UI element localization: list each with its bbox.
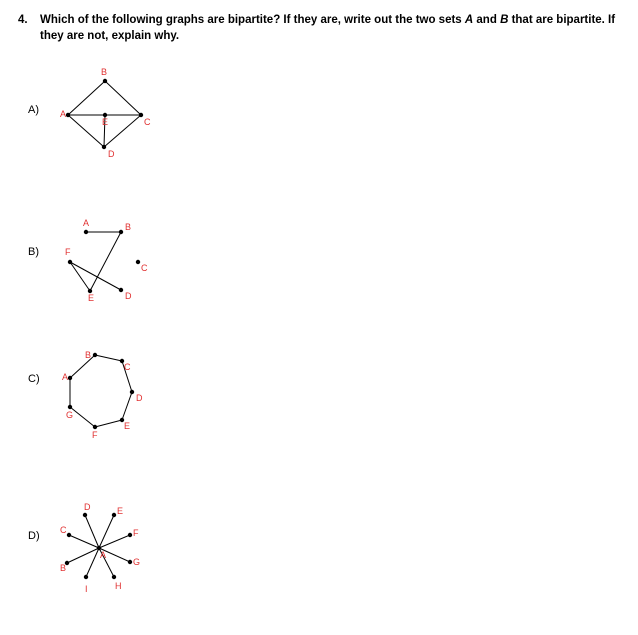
vertex-b-D: [119, 288, 123, 292]
edge-d-AB: [67, 548, 99, 563]
edge-c-AB: [70, 355, 95, 378]
part-label-a: A): [28, 104, 39, 116]
vertex-label-c-D: D: [136, 393, 143, 403]
vertex-c-F: [93, 425, 97, 429]
graph-d: [60, 502, 140, 594]
edge-b-BE: [90, 232, 121, 291]
vertex-label-b-D: D: [125, 291, 132, 301]
vertex-label-a-B: B: [101, 67, 108, 77]
vertex-label-c-G: G: [66, 410, 74, 420]
vertex-b-A: [84, 230, 88, 234]
vertex-d-F: [128, 533, 132, 537]
edge-a-CD: [104, 115, 141, 147]
graph-b: [65, 218, 148, 303]
vertex-label-a-C: C: [144, 117, 151, 127]
vertex-c-B: [93, 353, 97, 357]
vertex-label-d-H: H: [115, 581, 122, 591]
vertex-label-a-E: E: [102, 117, 109, 127]
question-part2: that are bipartite. If they are not, explain why.: [40, 14, 616, 42]
vertex-a-C: [139, 113, 143, 117]
edge-d-AI: [86, 548, 99, 577]
vertex-c-D: [130, 390, 134, 394]
vertex-d-G: [128, 560, 132, 564]
vertex-label-d-E: E: [117, 506, 124, 516]
vertex-label-c-A: A: [62, 372, 69, 382]
edge-c-EF: [95, 420, 122, 427]
edge-c-FG: [70, 407, 95, 427]
vertex-label-c-C: C: [124, 362, 131, 372]
question-and: and: [473, 14, 501, 26]
vertex-label-c-F: F: [92, 430, 98, 440]
question-number: 4.: [18, 14, 28, 26]
vertex-label-d-A: A: [100, 550, 107, 560]
vertex-label-b-A: A: [83, 218, 90, 228]
vertex-label-d-I: I: [85, 584, 88, 594]
vertex-a-B: [103, 79, 107, 83]
set-b-label: B: [500, 14, 509, 26]
edge-a-AB: [68, 81, 105, 115]
vertex-a-D: [102, 145, 106, 149]
question-part1: Which of the following graphs are bipartite? If they are, write out the two sets: [40, 14, 465, 26]
set-a-label: A: [464, 14, 474, 26]
vertex-label-b-E: E: [88, 293, 95, 303]
vertex-label-b-C: C: [141, 263, 148, 273]
vertex-a-A: [66, 113, 70, 117]
vertex-b-C: [136, 260, 140, 264]
part-label-b: B): [28, 246, 39, 258]
vertex-d-E: [112, 513, 116, 517]
vertex-d-I: [84, 575, 88, 579]
vertex-label-b-F: F: [65, 247, 71, 257]
edge-a-BC: [105, 81, 141, 115]
vertex-d-C: [67, 533, 71, 537]
edge-a-DA: [68, 115, 104, 147]
edge-c-BC: [95, 355, 122, 361]
vertex-b-B: [119, 230, 123, 234]
vertex-c-G: [68, 405, 72, 409]
part-label-c: C): [28, 373, 40, 385]
vertex-c-A: [68, 376, 72, 380]
vertex-label-d-F: F: [133, 528, 139, 538]
vertex-label-a-A: A: [60, 109, 67, 119]
edge-b-FE: [70, 262, 90, 291]
vertex-d-D: [83, 513, 87, 517]
part-label-d: D): [28, 530, 40, 542]
graph-a: [60, 67, 151, 159]
vertex-label-a-D: D: [108, 149, 115, 159]
edge-c-DE: [122, 392, 132, 420]
vertex-label-d-D: D: [84, 502, 91, 512]
vertex-label-c-E: E: [124, 421, 131, 431]
vertex-label-c-B: B: [85, 350, 92, 360]
vertex-label-d-C: C: [60, 525, 67, 535]
edge-b-FD: [70, 262, 121, 290]
vertex-b-F: [68, 260, 72, 264]
graph-c: [62, 350, 143, 440]
vertex-label-d-G: G: [133, 557, 141, 567]
vertex-label-b-B: B: [125, 222, 132, 232]
vertex-d-H: [112, 575, 116, 579]
vertex-label-d-B: B: [60, 563, 67, 573]
